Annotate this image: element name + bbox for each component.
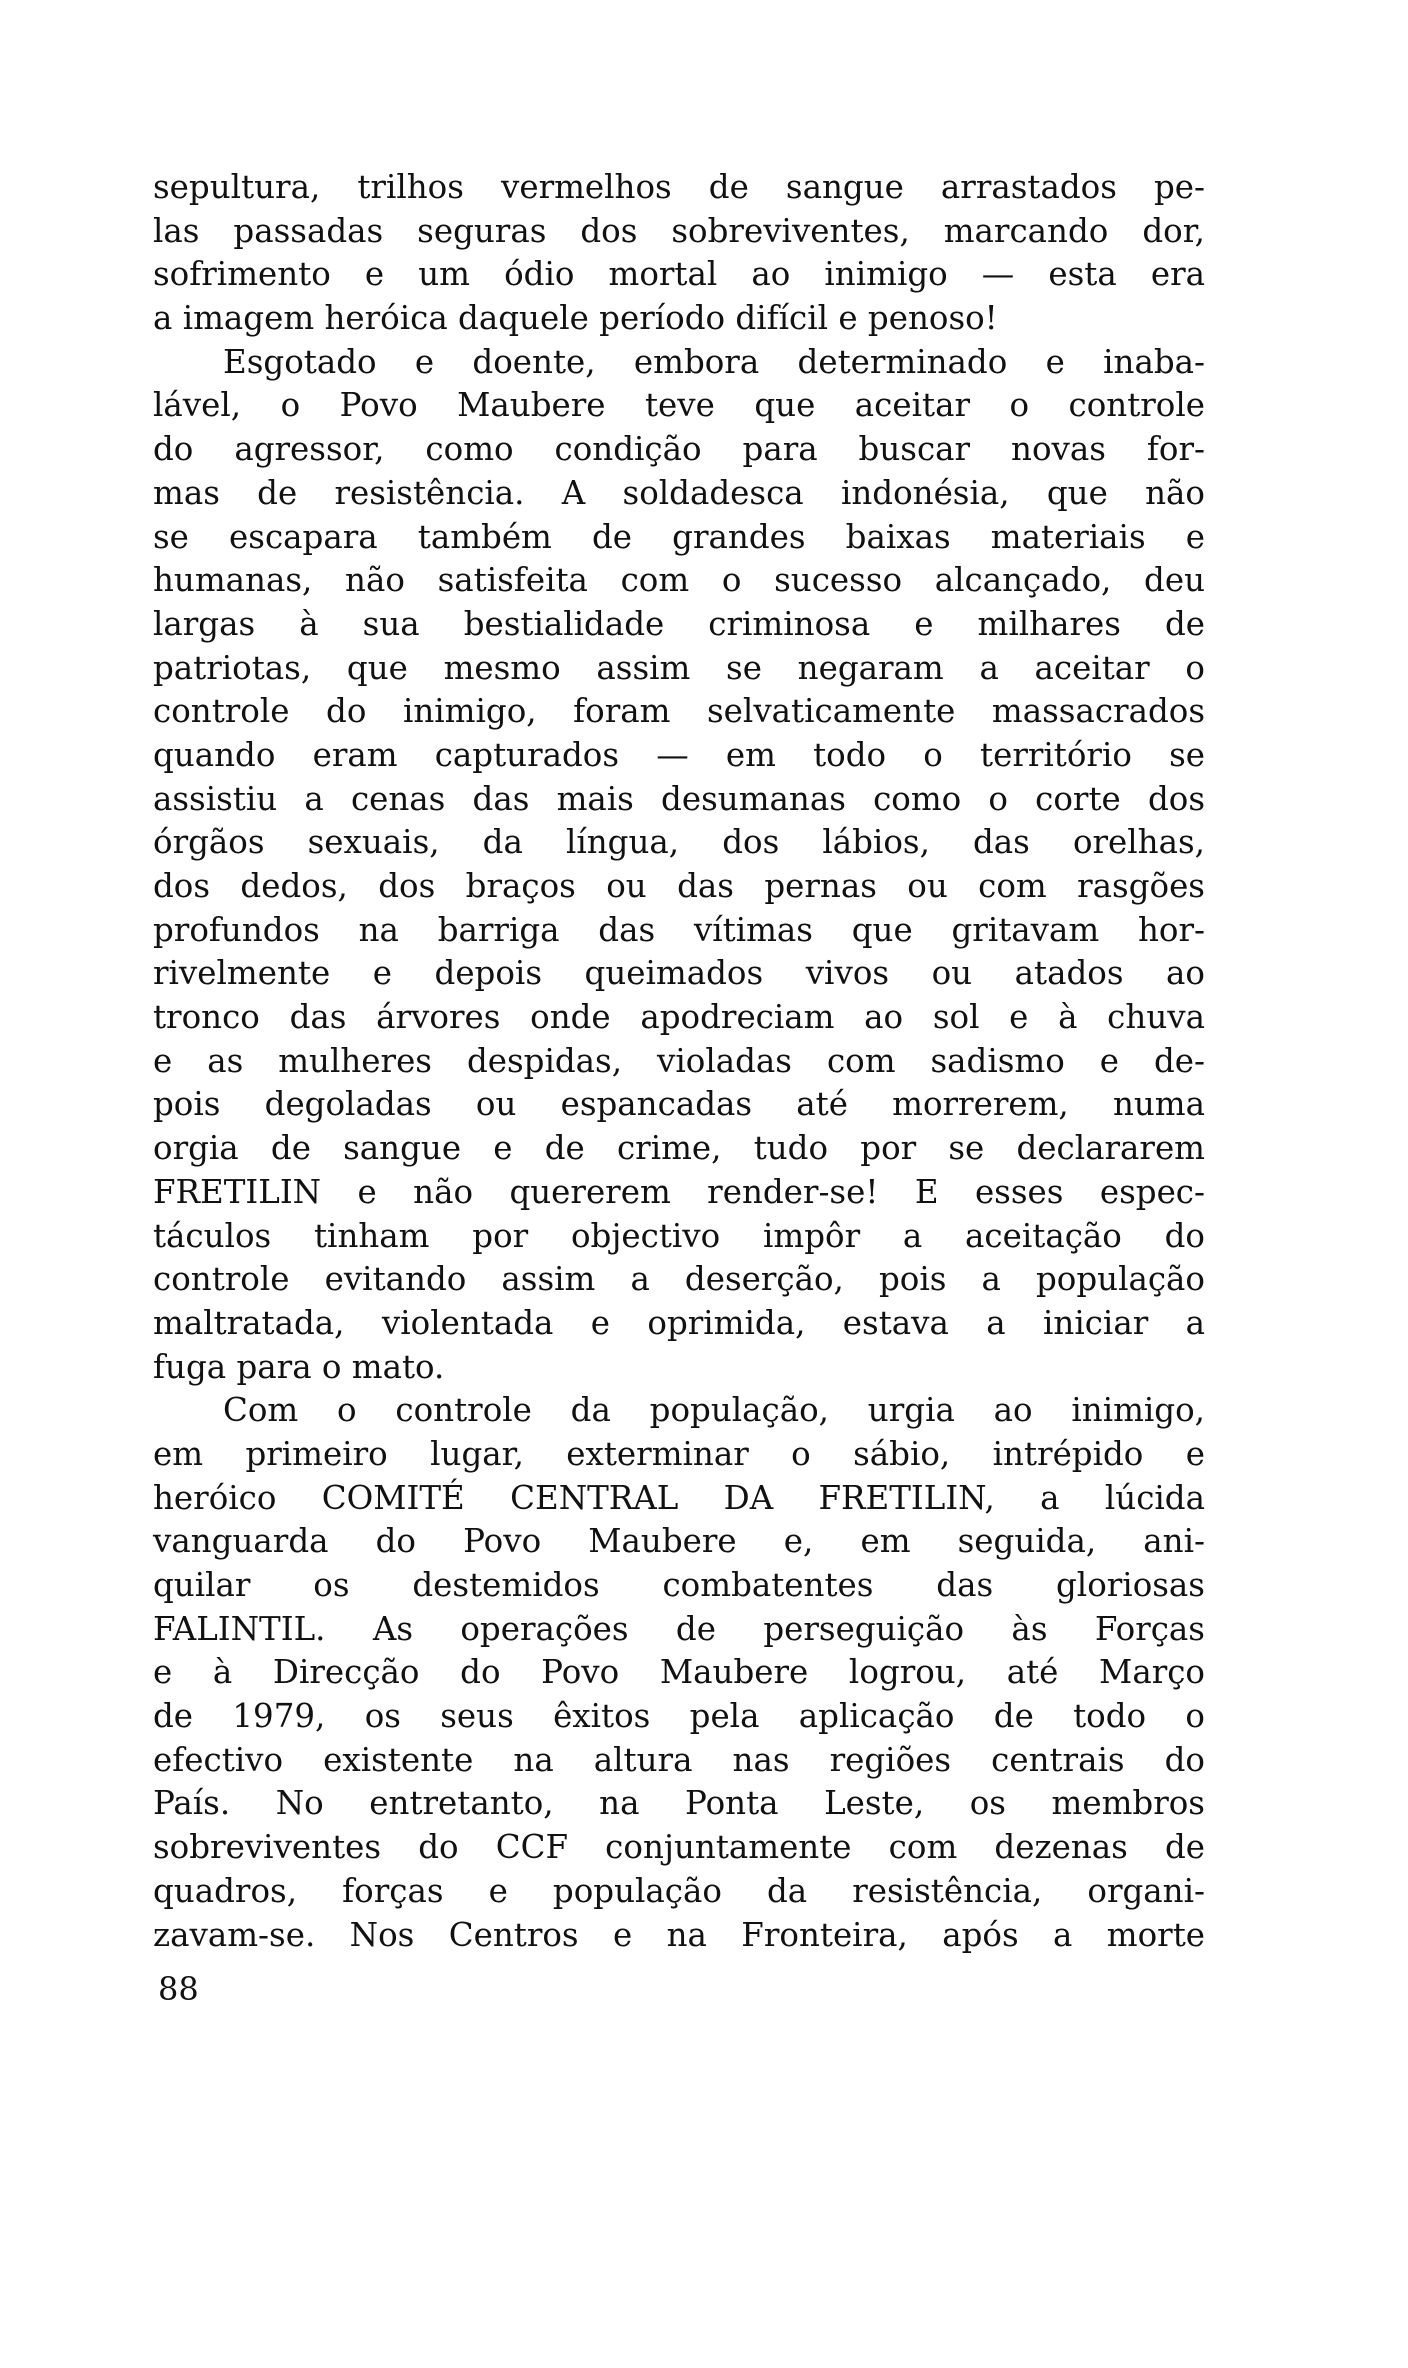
text-line: sobreviventes do CCF conjuntamente com dezenas de <box>153 1828 1205 1867</box>
text-line: tronco das árvores onde apodreciam ao sol e à chuva <box>153 998 1205 1037</box>
text-line: humanas, não satisfeita com o sucesso alcançado, deu <box>153 561 1205 600</box>
paragraph-start-line: Com o controle da população, urgia ao inimigo, <box>223 1391 1205 1430</box>
text-line: do agressor, como condição para buscar novas for- <box>153 430 1205 469</box>
paragraph-start-line: Esgotado e doente, embora determinado e inaba- <box>223 342 1205 381</box>
text-line: sofrimento e um ódio mortal ao inimigo — esta era <box>153 255 1205 294</box>
text-line: quadros, forças e população da resistência, organi- <box>153 1871 1205 1910</box>
text-line: largas à sua bestialidade criminosa e milhares de <box>153 604 1205 643</box>
text-line: efectivo existente na altura nas regiões centrais do <box>153 1740 1205 1779</box>
text-line: vanguarda do Povo Maubere e, em seguida, ani- <box>153 1522 1205 1561</box>
text-line: assistiu a cenas das mais desumanas como o corte dos <box>153 779 1205 818</box>
text-line: dos dedos, dos braços ou das pernas ou com rasgões <box>153 867 1205 905</box>
text-line: de 1979, os seus êxitos pela aplicação de todo o <box>153 1697 1205 1736</box>
text-line: País. No entretanto, na Ponta Leste, os membros <box>153 1784 1205 1823</box>
text-line: heróico COMITÉ CENTRAL DA FRETILIN, a lúcida <box>153 1478 1205 1517</box>
text-line: profundos na barriga das vítimas que gritavam hor- <box>153 910 1205 949</box>
text-line: patriotas, que mesmo assim se negaram a aceitar o <box>153 648 1205 687</box>
text-line: maltratada, violentada e oprimida, estava a iniciar a <box>153 1303 1205 1342</box>
text-line: pois degoladas ou espancadas até morrerem, numa <box>153 1085 1205 1124</box>
text-line: fuga para o mato. <box>153 1347 445 1386</box>
text-line: las passadas seguras dos sobreviventes, marcando dor, <box>153 211 1205 250</box>
text-line: quando eram capturados — em todo o território se <box>153 735 1205 774</box>
text-line: mas de resistência. A soldadesca indonésia, que não <box>153 473 1205 512</box>
text-line: orgia de sangue e de crime, tudo por se declararem <box>153 1129 1205 1168</box>
text-line: zavam-se. Nos Centros e na Fronteira, após a morte <box>153 1915 1205 1954</box>
text-line: a imagem heróica daquele período difícil e penoso! <box>153 299 998 338</box>
text-line: controle evitando assim a deserção, pois a população <box>153 1260 1205 1299</box>
text-line: lável, o Povo Maubere teve que aceitar o controle <box>153 386 1205 425</box>
page-number: 88 <box>158 1970 199 2008</box>
text-line: e as mulheres despidas, violadas com sadismo e de- <box>153 1041 1205 1080</box>
text-line: quilar os destemidos combatentes das gloriosas <box>153 1566 1205 1604</box>
text-line: FRETILIN e não quererem render-se! E esses espec- <box>153 1172 1205 1211</box>
text-line: e à Direcção do Povo Maubere logrou, até Março <box>153 1653 1205 1692</box>
body-text <box>153 166 1205 1957</box>
text-line: em primeiro lugar, exterminar o sábio, intrépido e <box>153 1434 1205 1473</box>
text-line: sepultura, trilhos vermelhos de sangue arrastados pe- <box>153 168 1205 206</box>
text-line: rivelmente e depois queimados vivos ou atados ao <box>153 954 1205 993</box>
text-line: FALINTIL. As operações de perseguição às Forças <box>153 1609 1205 1648</box>
text-line: se escapara também de grandes baixas materiais e <box>153 517 1205 556</box>
text-line: órgãos sexuais, da língua, dos lábios, das orelhas, <box>153 823 1205 862</box>
text-line: controle do inimigo, foram selvaticamente massacrados <box>153 692 1205 731</box>
text-line: táculos tinham por objectivo impôr a aceitação do <box>153 1216 1205 1255</box>
